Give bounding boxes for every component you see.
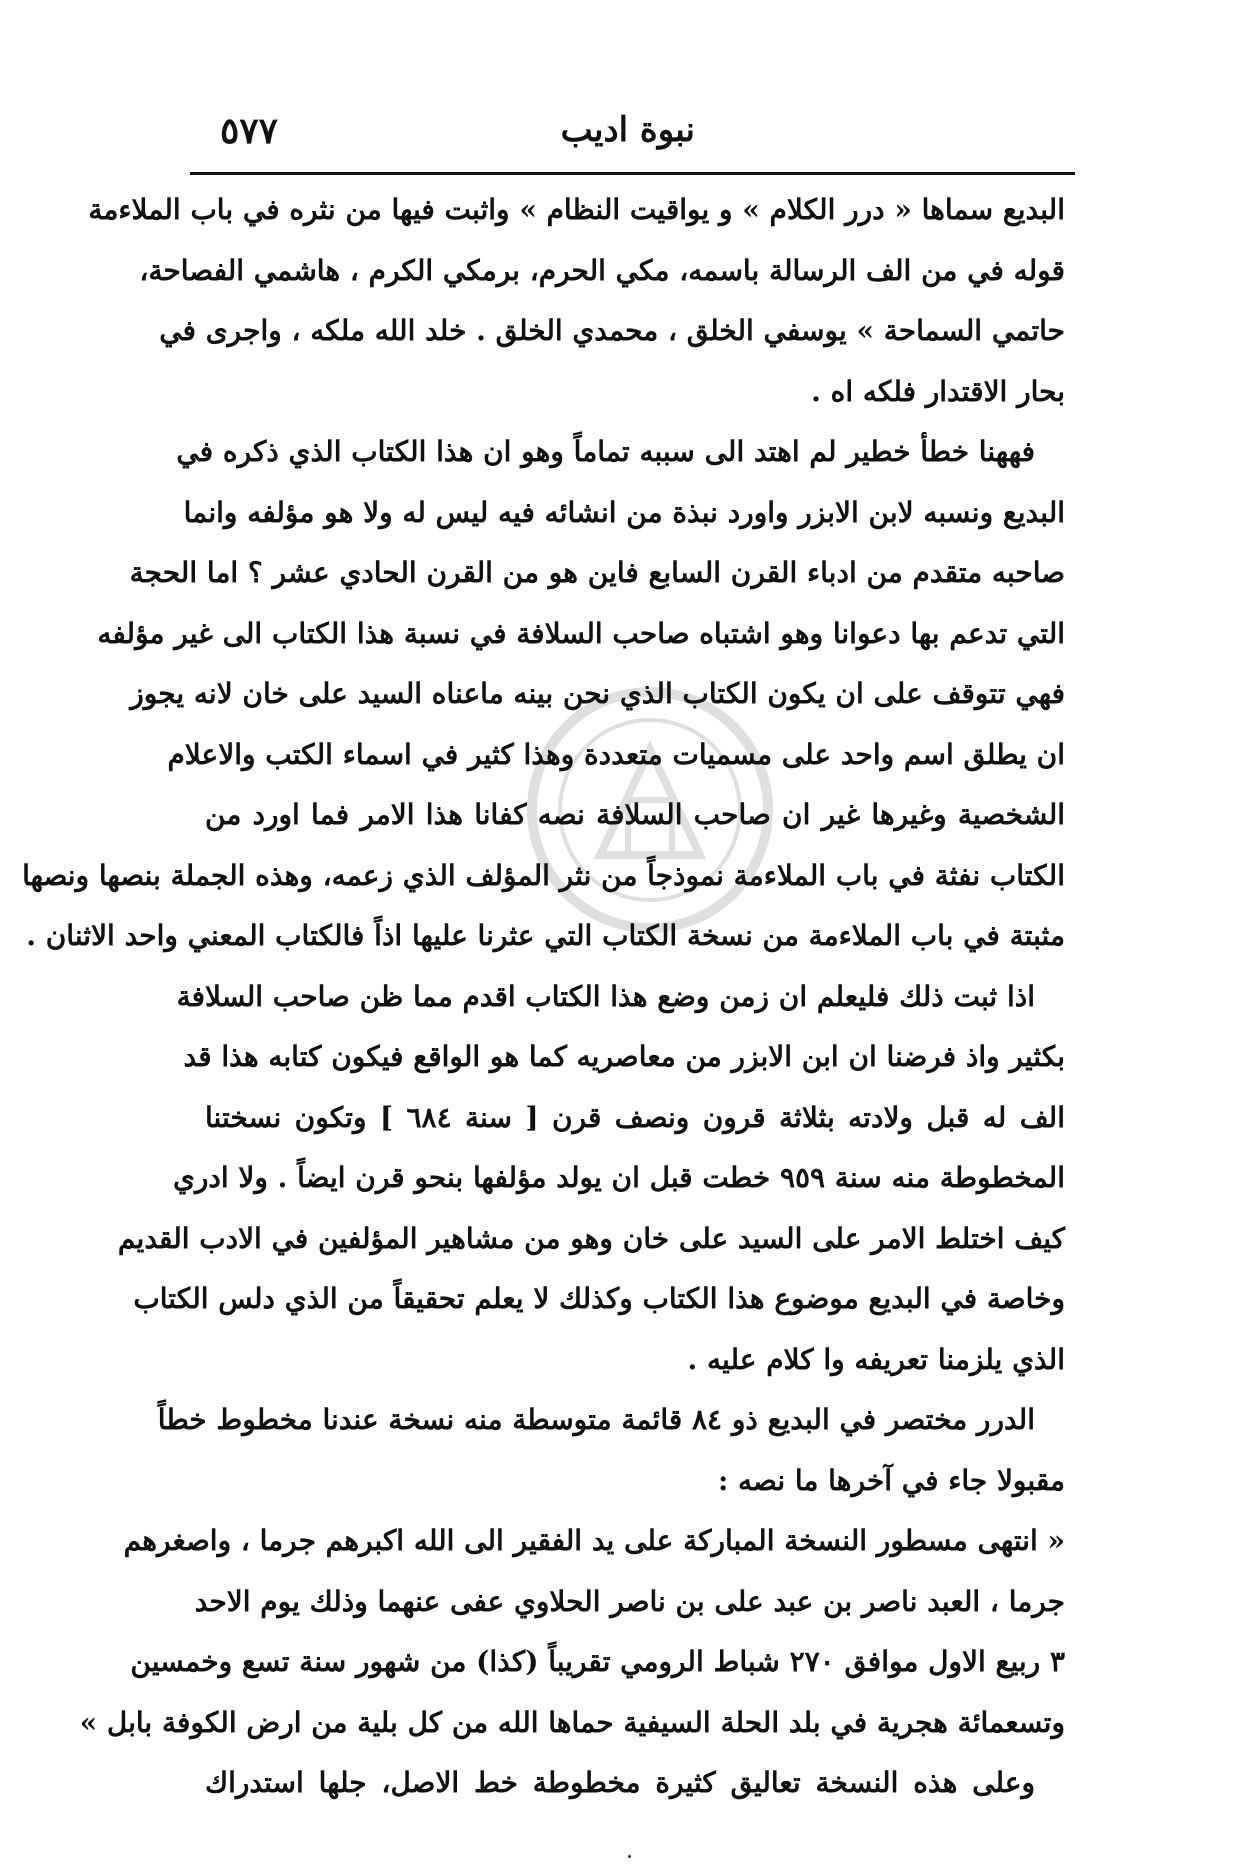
text-line: فههنا خطأ خطير لم اهتد الى سببه تماماً وهو ان هذا الكتاب الذي ذكره في	[176, 435, 1035, 468]
text-line: التي تدعم بها دعوانا وهو اشتباه صاحب السلافة في نسبة هذا الكتاب الى غير مؤلفه	[97, 616, 1065, 650]
text-line: وعلى هذه النسخة تعاليق كثيرة مخطوطة خط الاصل، جلها استدراك	[205, 1766, 1035, 1799]
text-line: صاحبه متقدم من ادباء القرن السابع فاين هو من القرن الحادي عشر ؟ اما الحجة	[129, 556, 1065, 589]
text-line: كيف اختلط الامر على السيد على خان وهو من مشاهير المؤلفين في الادب القديم	[117, 1221, 1065, 1255]
running-title: نبوة اديب	[560, 110, 695, 150]
text-line: اذا ثبت ذلك فليعلم ان زمن وضع هذا الكتاب اقدم مما ظن صاحب السلافة	[176, 979, 1035, 1013]
text-line: بحار الاقتدار فلكه اه .	[811, 374, 1065, 408]
text-line: فهي تتوقف على ان يكون الكتاب الذي نحن بينه ماعناه السيد على خان لانه يجوز	[130, 677, 1065, 710]
text-line: بكثير واذ فرضنا ان ابن الابزر من معاصريه كما هو الواقع فيكون كتابه هذا قد	[183, 1040, 1065, 1073]
text-line: الشخصية وغيرها غير ان صاحب السلافة نصه كفانا هذا الامر فما اورد من	[205, 798, 1065, 831]
text-line: مقبولا جاء في آخرها ما نصه :	[717, 1463, 1065, 1497]
text-line: الكتاب نفثة في باب الملاءمة نموذجاً من نثر المؤلف الذي زعمه، وهذه الجملة بنصها ونصها	[22, 858, 1065, 892]
text-line: جرما ، العبد ناصر بن عبد على بن ناصر الحلاوي عفى عنهما وذلك يوم الاحد	[194, 1584, 1065, 1618]
text-line: الف له قبل ولادته بثلاثة قرون ونصف قرن [ سنة ٦٨٤ ] وتكون نسختنا	[205, 1100, 1065, 1134]
text-line: وخاصة في البديع موضوع هذا الكتاب وكذلك لا يعلم تحقيقاً من الذي دلس الكتاب	[133, 1282, 1065, 1315]
text-line: حاتمي السماحة » يوسفي الخلق ، محمدي الخلق . خلد الله ملكه ، واجرى في	[159, 314, 1065, 347]
page-header	[195, 110, 1070, 160]
scan-speck	[628, 1855, 631, 1858]
text-line: المخطوطة منه سنة ٩٥٩ خطت قبل ان يولد مؤلفها بنحو قرن ايضاً . ولا ادري	[172, 1161, 1065, 1194]
text-line: « انتهى مسطور النسخة المباركة على يد الفقير الى الله اكبرهم جرما ، واصغرهم	[123, 1524, 1065, 1557]
text-line: البديع سماها « درر الكلام » و يواقيت النظام » واثبت فيها من نثره في باب الملاءمة	[88, 193, 1065, 226]
text-line: الدرر مختصر في البديع ذو ٨٤ قائمة متوسطة منه نسخة عندنا مخطوط خطاً	[157, 1403, 1035, 1436]
page-number: ٥٧٧	[220, 110, 279, 152]
text-line: ان يطلق اسم واحد على مسميات متعددة وهذا كثير في اسماء الكتب والاعلام	[167, 737, 1065, 771]
text-line: وتسعمائة هجرية في بلد الحلة السيفية حماها الله من كل بلية من ارض الكوفة بابل »	[79, 1705, 1065, 1739]
text-line: الذي يلزمنا تعريفه وا كلام عليه .	[687, 1342, 1065, 1376]
text-line: البديع ونسبه لابن الابزر واورد نبذة من انشائه فيه ليس له ولا هو مؤلفه وانما	[183, 495, 1065, 529]
text-line: مثبتة في باب الملاءمة من نسخة الكتاب التي عثرنا عليها اذاً فالكتاب المعني واحد الاثنان .	[26, 919, 1065, 952]
header-rule	[190, 172, 1075, 175]
text-line: قوله في من الف الرسالة باسمه، مكي الحرم، برمكي الكرم ، هاشمي الفصاحة،	[139, 253, 1065, 287]
text-line: ٣ ربيع الاول موافق ٢٧٠ شباط الرومي تقريباً (كذا) من شهور سنة تسع وخمسين	[130, 1645, 1065, 1678]
body-text	[22, 180, 1065, 1814]
